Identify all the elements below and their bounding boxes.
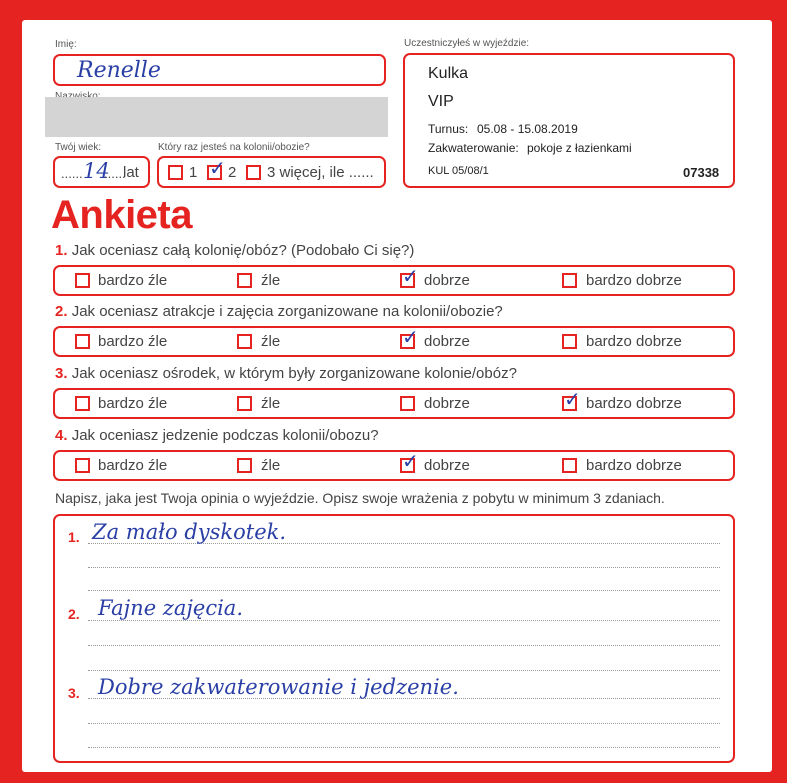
wiek-unit: lat	[123, 164, 139, 181]
q2-option-bardzo-dobrze: bardzo dobrze	[586, 333, 682, 350]
q4-checkbox-bardzo-dobrze[interactable]	[562, 458, 577, 473]
writing-line	[88, 567, 720, 568]
survey-title: Ankieta	[51, 193, 192, 237]
question-3-text: Jak oceniasz ośrodek, w którym były zorganizowane kolonie/obóz?	[71, 365, 517, 382]
q1-checkbox-bardzo-zle[interactable]	[75, 273, 90, 288]
ktory-raz-option-1: 1	[189, 164, 198, 181]
question-1-answers	[53, 265, 735, 296]
q3-checkbox-bardzo-zle[interactable]	[75, 396, 90, 411]
ktory-raz-checkbox-1[interactable]	[168, 165, 183, 180]
check-mark-icon: ✓	[402, 264, 419, 288]
q2-checkbox-bardzo-dobrze[interactable]	[562, 334, 577, 349]
redaction-block	[45, 97, 388, 137]
imie-label: Imię:	[55, 39, 77, 50]
question-4-number: 4.	[55, 427, 68, 444]
trip-code: KUL 05/08/1	[428, 165, 489, 177]
q3-option-zle: źle	[261, 395, 281, 412]
q1-option-zle: źle	[261, 272, 281, 289]
trip-number: 07338	[683, 165, 720, 180]
answer-2-text: Fajne zajęcia.	[98, 596, 244, 620]
question-1	[55, 242, 414, 259]
q4-checkbox-zle[interactable]	[237, 458, 252, 473]
question-2-text: Jak oceniasz atrakcje i zajęcia zorganizowane na kolonii/obozie?	[71, 303, 503, 320]
check-mark-icon: ✓	[209, 156, 226, 180]
opinion-prompt: Napisz, jaka jest Twoja opinia o wyjeździe. Opisz swoje wrażenia z pobytu w minimum 3 zdaniach.	[55, 490, 665, 506]
answer-3-text: Dobre zakwaterowanie i jedzenie.	[98, 675, 459, 699]
question-4-text: Jak oceniasz jedzenie podczas kolonii/obozu?	[71, 427, 379, 444]
turnus-label: Turnus:	[428, 122, 469, 136]
q4-option-dobrze: dobrze	[424, 457, 470, 474]
imie-field[interactable]	[53, 54, 386, 86]
check-mark-icon: ✓	[564, 387, 581, 411]
q1-checkbox-dobrze[interactable]	[400, 264, 419, 288]
q1-checkbox-bardzo-dobrze[interactable]	[562, 273, 577, 288]
wiek-value: 14	[83, 159, 110, 183]
question-3-answers	[53, 388, 735, 419]
writing-line	[88, 747, 720, 748]
ktory-raz-field	[157, 156, 386, 188]
opinion-box[interactable]	[53, 514, 735, 763]
ktory-raz-option-2: 2	[228, 164, 237, 181]
writing-line	[88, 670, 720, 671]
ktory-raz-checkbox-2[interactable]	[207, 156, 226, 180]
question-2-answers	[53, 326, 735, 357]
question-4	[55, 427, 379, 444]
question-1-text: Jak oceniasz całą kolonię/obóz? (Podobało Ci się?)	[71, 242, 415, 259]
q2-checkbox-zle[interactable]	[237, 334, 252, 349]
zakwaterowanie-label: Zakwaterowanie:	[428, 141, 519, 155]
q2-checkbox-bardzo-zle[interactable]	[75, 334, 90, 349]
wiek-dots-after: ......	[104, 166, 126, 181]
wiek-field[interactable]	[53, 156, 150, 188]
answer-3-number: 3.	[68, 685, 80, 701]
q4-option-zle: źle	[261, 457, 281, 474]
check-mark-icon: ✓	[402, 449, 419, 473]
zakwaterowanie-value: pokoje z łazienkami	[527, 141, 632, 155]
q4-option-bardzo-dobrze: bardzo dobrze	[586, 457, 682, 474]
q2-checkbox-dobrze[interactable]	[400, 325, 419, 349]
ktory-raz-label: Który raz jesteś na kolonii/obozie?	[158, 142, 310, 153]
question-4-answers	[53, 450, 735, 481]
wiek-label: Twój wiek:	[55, 142, 102, 153]
q4-checkbox-bardzo-zle[interactable]	[75, 458, 90, 473]
q1-checkbox-zle[interactable]	[237, 273, 252, 288]
writing-line	[88, 590, 720, 591]
q1-option-dobrze: dobrze	[424, 272, 470, 289]
q2-option-dobrze: dobrze	[424, 333, 470, 350]
q3-checkbox-bardzo-dobrze[interactable]	[562, 387, 581, 411]
imie-value: Renelle	[77, 58, 161, 83]
q3-option-dobrze: dobrze	[424, 395, 470, 412]
q4-checkbox-dobrze[interactable]	[400, 449, 419, 473]
ktory-raz-option-3: 3 więcej, ile ......	[267, 164, 374, 181]
wiek-dots-before: ......	[61, 166, 83, 181]
q2-option-bardzo-zle: bardzo źle	[98, 333, 168, 350]
trip-name: Kulka	[428, 65, 469, 82]
writing-line	[88, 645, 720, 646]
check-mark-icon: ✓	[402, 325, 419, 349]
q3-checkbox-zle[interactable]	[237, 396, 252, 411]
q3-checkbox-dobrze[interactable]	[400, 396, 415, 411]
trip-info-box	[403, 53, 735, 188]
q4-option-bardzo-zle: bardzo źle	[98, 457, 168, 474]
q1-option-bardzo-zle: bardzo źle	[98, 272, 168, 289]
writing-line	[88, 620, 720, 621]
question-3-number: 3.	[55, 365, 68, 382]
question-2-number: 2.	[55, 303, 68, 320]
question-2	[55, 303, 503, 320]
trip-label: Uczestniczyłeś w wyjeździe:	[404, 38, 530, 49]
question-3	[55, 365, 517, 382]
ktory-raz-checkbox-3[interactable]	[246, 165, 261, 180]
writing-line	[88, 723, 720, 724]
q1-option-bardzo-dobrze: bardzo dobrze	[586, 272, 682, 289]
trip-type: VIP	[428, 93, 454, 110]
turnus-value: 05.08 - 15.08.2019	[477, 122, 578, 136]
q2-option-zle: źle	[261, 333, 281, 350]
question-1-number: 1.	[55, 242, 68, 259]
answer-1-text: Za mało dyskotek.	[92, 520, 287, 544]
q3-option-bardzo-zle: bardzo źle	[98, 395, 168, 412]
answer-2-number: 2.	[68, 606, 80, 622]
answer-1-number: 1.	[68, 529, 80, 545]
q3-option-bardzo-dobrze: bardzo dobrze	[586, 395, 682, 412]
